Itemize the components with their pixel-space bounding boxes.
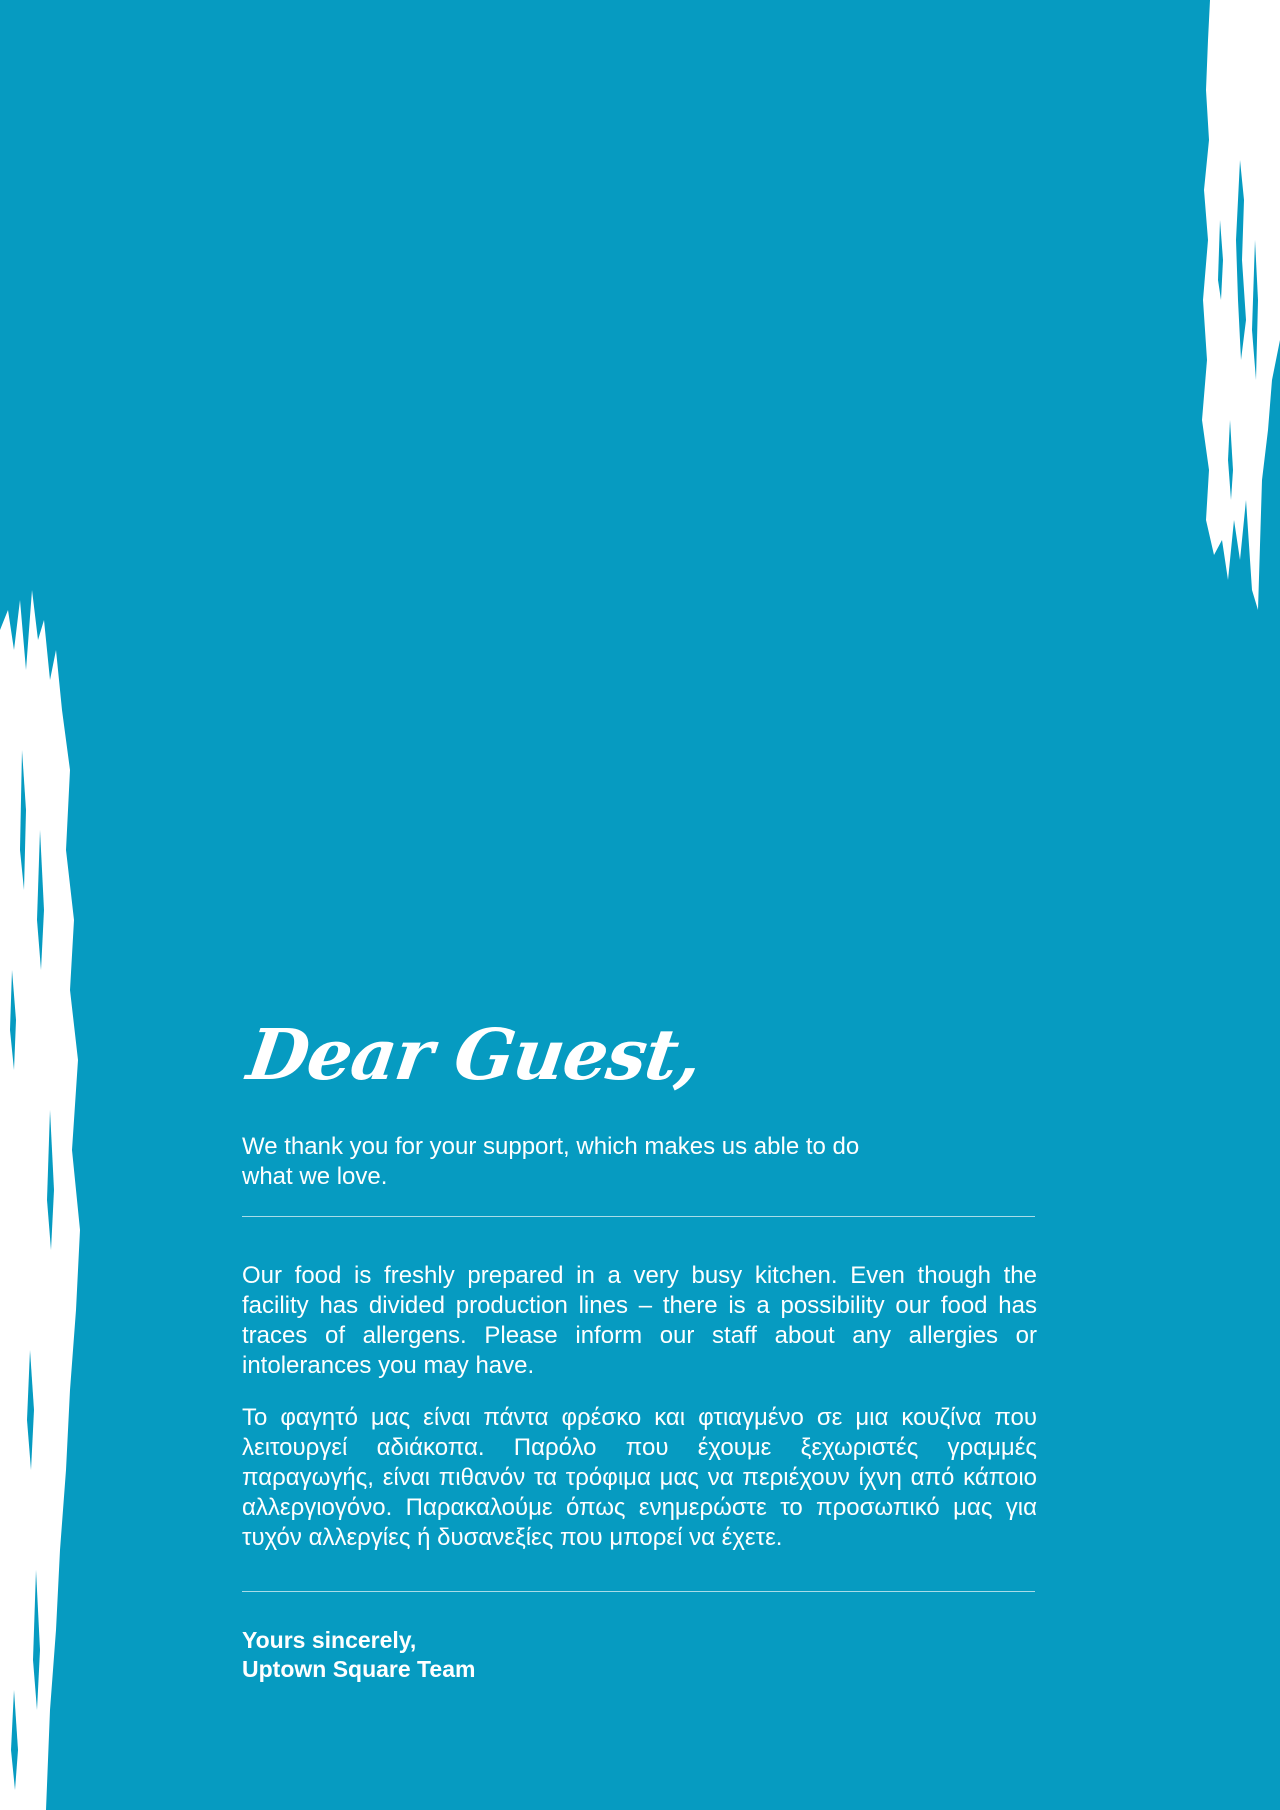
letter-heading: Dear Guest, xyxy=(242,1013,707,1096)
signature-text: Uptown Square Team xyxy=(242,1656,476,1682)
divider-top xyxy=(242,1216,1035,1217)
allergen-notice-greek: Το φαγητό μας είναι πάντα φρέσκο και φτιαγμένο σε μια κουζίνα που λειτουργεί αδιάκοπα. Παρόλο που έχουμε ξεχωριστές γραμμές παραγωγής, είναι πιθανόν τα τρόφιμα μας να περιέχουν ίχνη από κάποιο αλλεργιογόνο. Παρακαλούμε όπως ενημερώστε το προσωπικό μας για τυχόν αλλεργίες ή δυσανεξίες που μπορεί να έχετε. xyxy=(242,1404,1037,1551)
letter-content xyxy=(242,1010,1037,1684)
brush-stroke-left xyxy=(0,590,85,1810)
brush-stroke-right xyxy=(1200,0,1280,610)
divider-bottom xyxy=(242,1591,1035,1592)
intro-text: We thank you for your support, which makes us able to do what we love. xyxy=(242,1133,860,1190)
closing-text: Yours sincerely, xyxy=(242,1627,417,1653)
signoff xyxy=(242,1626,1037,1684)
allergen-notice-english: Our food is freshly prepared in a very busy kitchen. Even though the facility has divided production lines – there is a possibility our food has traces of allergens. Please inform our staff about any allergies or intolerances you may have. xyxy=(242,1262,1037,1379)
